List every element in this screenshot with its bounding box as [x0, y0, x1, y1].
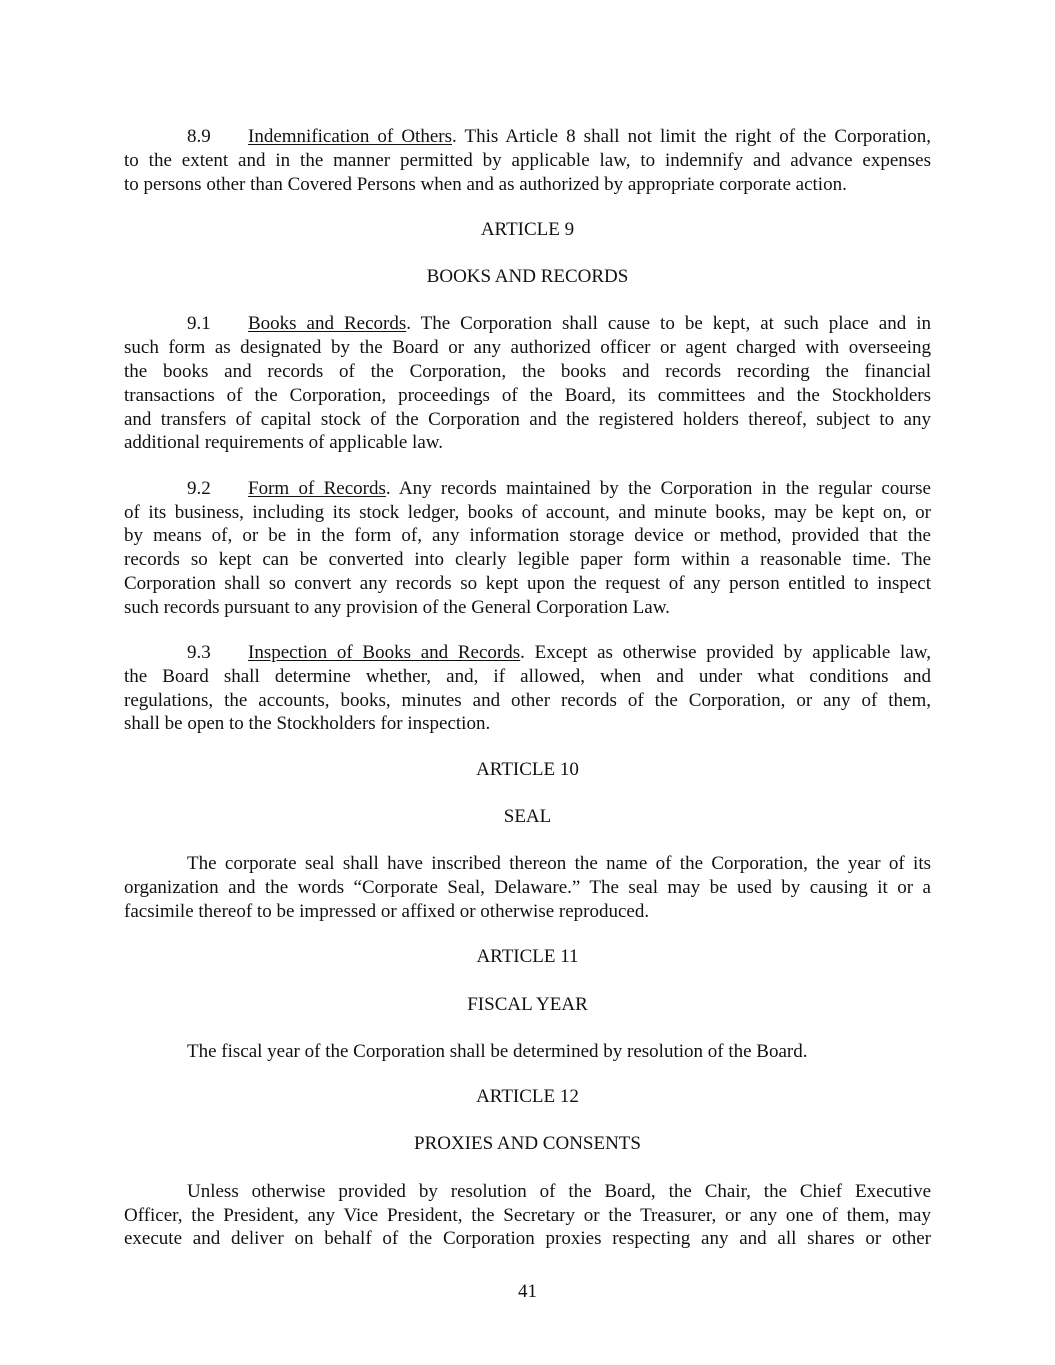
- document-page: [124, 125, 931, 1273]
- fiscal-year-paragraph: The fiscal year of the Corporation shall be determined by resolution of the Board.: [187, 1040, 808, 1062]
- article-heading: ARTICLE 9: [480, 218, 575, 240]
- section-9-2: 9.2 Form of Records. Any records maintained by the Corporation in the regular course of its business, including its stock ledger, books of account, and minute books, may be kept on, or by means of, or be in the form of, any information storage device or method, provided that the records so kept can be converted into clearly legible paper form within a reasonable time. The Corporation shall so convert any records so kept upon the request of any person entitled to inspect such records pursuant to any provision of the General Corporation Law.: [124, 477, 931, 618]
- section-9-3: 9.3 Inspection of Books and Records. Except as otherwise provided by applicable law, the Board shall determine whether, and, if allowed, when and under what conditions and regulations, the accounts, books, minutes and other records of the Corporation, or any of them, shall be open to the Stockholders for inspection.: [124, 642, 931, 735]
- article-title: FISCAL YEAR: [467, 993, 588, 1015]
- section-8-9: 8.9 Indemnification of Others. This Article 8 shall not limit the right of the Corporation, to the extent and in the manner permitted by applicable law, to indemnify and advance expenses to persons other than Covered Persons when and as authorized by appropriate corporate action.: [124, 126, 931, 195]
- section-heading: Inspection of Books and Records: [248, 642, 521, 664]
- section-9-1: 9.1 Books and Records. The Corporation shall cause to be kept, at such place and in such form as designated by the Board or any authorized officer or agent charged with overseeing the books and records of the Corporation, the books and records recording the financial transactions of the Corporation, proceedings of the Board, its committees and the Stockholders and transfers of capital stock of the Corporation and the registered holders thereof, subject to any additional requirements of applicable law.: [124, 313, 931, 454]
- article-heading: ARTICLE 10: [476, 758, 579, 780]
- article-title: PROXIES AND CONSENTS: [414, 1133, 641, 1155]
- section-heading: Indemnification of Others: [248, 126, 452, 147]
- article-heading: ARTICLE 12: [476, 1086, 579, 1108]
- article-title: BOOKS AND RECORDS: [426, 266, 629, 288]
- article-heading: ARTICLE 11: [476, 946, 579, 968]
- section-heading: Form of Records: [248, 477, 386, 499]
- article-title: SEAL: [503, 806, 552, 828]
- page-number: 41: [518, 1281, 537, 1302]
- seal-paragraph: The corporate seal shall have inscribed thereon the name of the Corporation, the year of its organization and the words “Corporate Seal, Delaware.” The seal may be used by causing it or a facsimile thereof to be impressed or affixed or otherwise reproduced.: [124, 853, 931, 922]
- section-heading: Books and Records: [248, 313, 407, 335]
- proxies-paragraph: Unless otherwise provided by resolution of the Board, the Chair, the Chief Executive Officer, the President, any Vice President, the Secretary or the Treasurer, or any one of them, may execute and deliver on behalf of the Corporation proxies respecting any and all shares or other: [124, 1180, 931, 1250]
